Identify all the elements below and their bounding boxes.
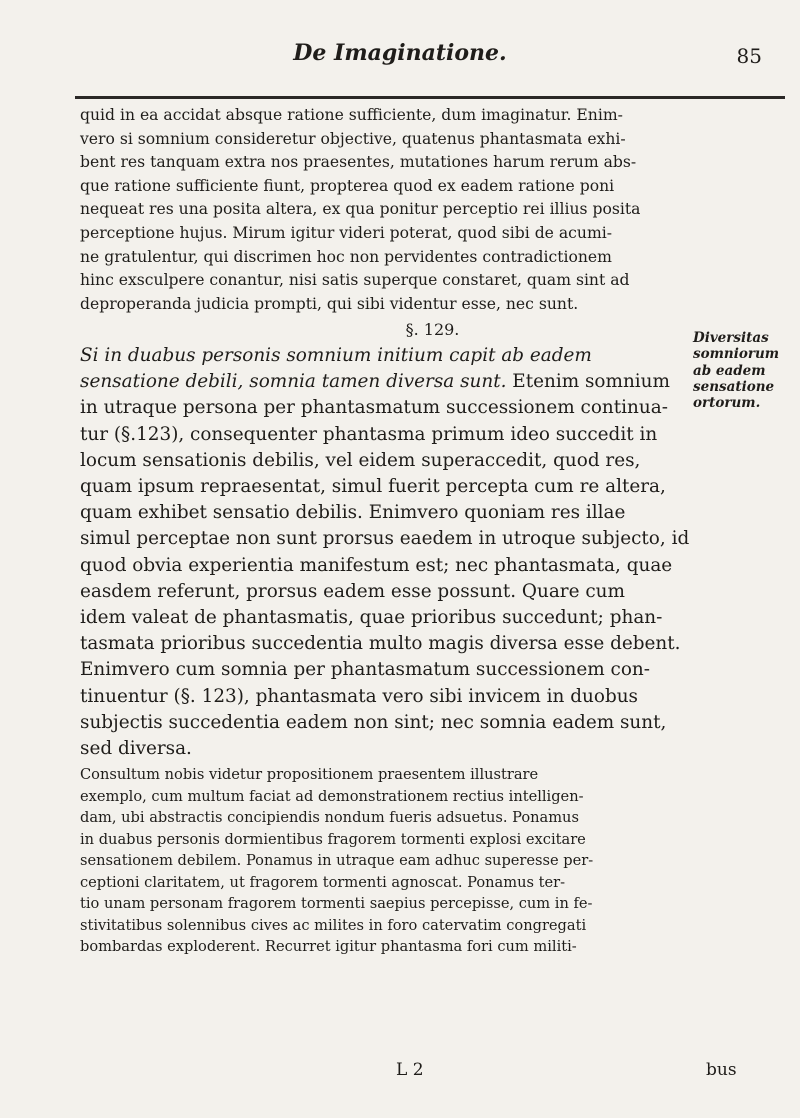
paragraph-1: [80, 104, 785, 316]
text-line: tur (§.123), consequenter phantasma primum ideo succedit in: [80, 423, 658, 445]
page-number: 85: [736, 44, 762, 68]
text-line: perceptione hujus. Mirum igitur videri poterat, quod sibi de acumi-: [80, 223, 612, 242]
signature-mark: L 2: [396, 1060, 424, 1080]
theorem-line: Si in duabus personis somnium initium capit ab eadem: [80, 344, 592, 366]
marginal-note: [693, 330, 800, 411]
text-line: sensationem debilem. Ponamus in utraque eam adhuc superesse per-: [80, 852, 594, 870]
paragraph-3: [80, 764, 785, 958]
text-line: Consultum nobis videtur propositionem praesentem illustrare: [80, 766, 539, 784]
running-title: De Imaginatione.: [293, 40, 507, 66]
text-line: ne gratulentur, qui discrimen hoc non pervidentes contradictionem: [80, 247, 612, 266]
text-line: sed diversa.: [80, 737, 192, 759]
text-line: vero si somnium consideretur objective, quatenus phantasmata exhi-: [80, 129, 626, 148]
text-line: quid in ea accidat absque ratione sufficiente, dum imaginatur. Enim-: [80, 106, 623, 124]
text-line: deproperanda judicia prompti, qui sibi videntur esse, nec sunt.: [80, 294, 579, 313]
theorem-italic: sensatione debili, somnia tamen diversa sunt.: [80, 371, 507, 393]
text-line: tinuentur (§. 123), phantasmata vero sibi invicem in duobus: [80, 685, 638, 707]
text-line: bent res tanquam extra nos praesentes, mutationes harum rerum abs-: [80, 153, 637, 172]
page-header: [0, 40, 800, 80]
text-line: Enimvero cum somnia per phantasmatum successionem con-: [80, 659, 650, 681]
text-line: nequeat res una posita altera, ex qua ponitur perceptio rei illius posita: [80, 200, 641, 219]
text-line: stivitatibus solennibus cives ac milites in foro catervatim congregati: [80, 916, 587, 934]
marginal-line: sensatione: [693, 378, 775, 395]
text-line: bombardas exploderent. Recurret igitur phantasma fori cum militi-: [80, 938, 577, 956]
marginal-line: ab eadem: [693, 362, 766, 379]
catchword: bus: [706, 1060, 737, 1080]
text-line: quod obvia experientia manifestum est; nec phantasmata, quae: [80, 554, 673, 576]
marginal-line: Diversitas: [693, 330, 769, 346]
text-line: exemplo, cum multum faciat ad demonstrationem rectius intelligen-: [80, 787, 584, 805]
header-rule: [75, 96, 785, 99]
theorem-line-2: [80, 369, 785, 395]
text-line: quam exhibet sensatio debilis. Enimvero quoniam res illae: [80, 502, 626, 524]
body-text: [80, 104, 785, 958]
marginal-line: somniorum: [693, 346, 780, 363]
text-line: subjectis succedentia eadem non sint; nec somnia eadem sunt,: [80, 711, 667, 733]
text-line: ceptioni claritatem, ut fragorem tormenti agnoscat. Ponamus ter-: [80, 873, 566, 891]
text-line: idem valeat de phantasmatis, quae prioribus succedunt; phan-: [80, 606, 663, 628]
text-line: in duabus personis dormientibus fragorem tormenti explosi excitare: [80, 830, 586, 848]
paragraph-2: [80, 343, 785, 762]
text-line: quam ipsum repraesentat, simul fuerit percepta cum re altera,: [80, 475, 666, 497]
text-line: hinc exsculpere conantur, nisi satis superque constaret, quam sint ad: [80, 271, 630, 290]
text-line: tio unam personam fragorem tormenti saepius percepisse, cum in fe-: [80, 895, 593, 913]
text-line: que ratione sufficiente fiunt, propterea quod ex eadem ratione poni: [80, 176, 615, 195]
text-line: locum sensationis debilis, vel eidem superaccedit, quod res,: [80, 449, 641, 471]
text-line: simul perceptae non sunt prorsus eaedem in utroque subjecto, id: [80, 528, 690, 550]
theorem-tail: Etenim somnium: [506, 371, 670, 393]
text-line: dam, ubi abstractis concipiendis nondum fueris adsuetus. Ponamus: [80, 809, 579, 827]
section-number: §. 129.: [405, 320, 460, 340]
text-line: in utraque persona per phantasmatum successionem continua-: [80, 397, 668, 419]
text-line: easdem referunt, prorsus eadem esse possunt. Quare cum: [80, 580, 625, 602]
marginal-line: ortorum.: [693, 395, 761, 412]
text-line: tasmata prioribus succedentia multo magis diversa esse debent.: [80, 633, 681, 655]
